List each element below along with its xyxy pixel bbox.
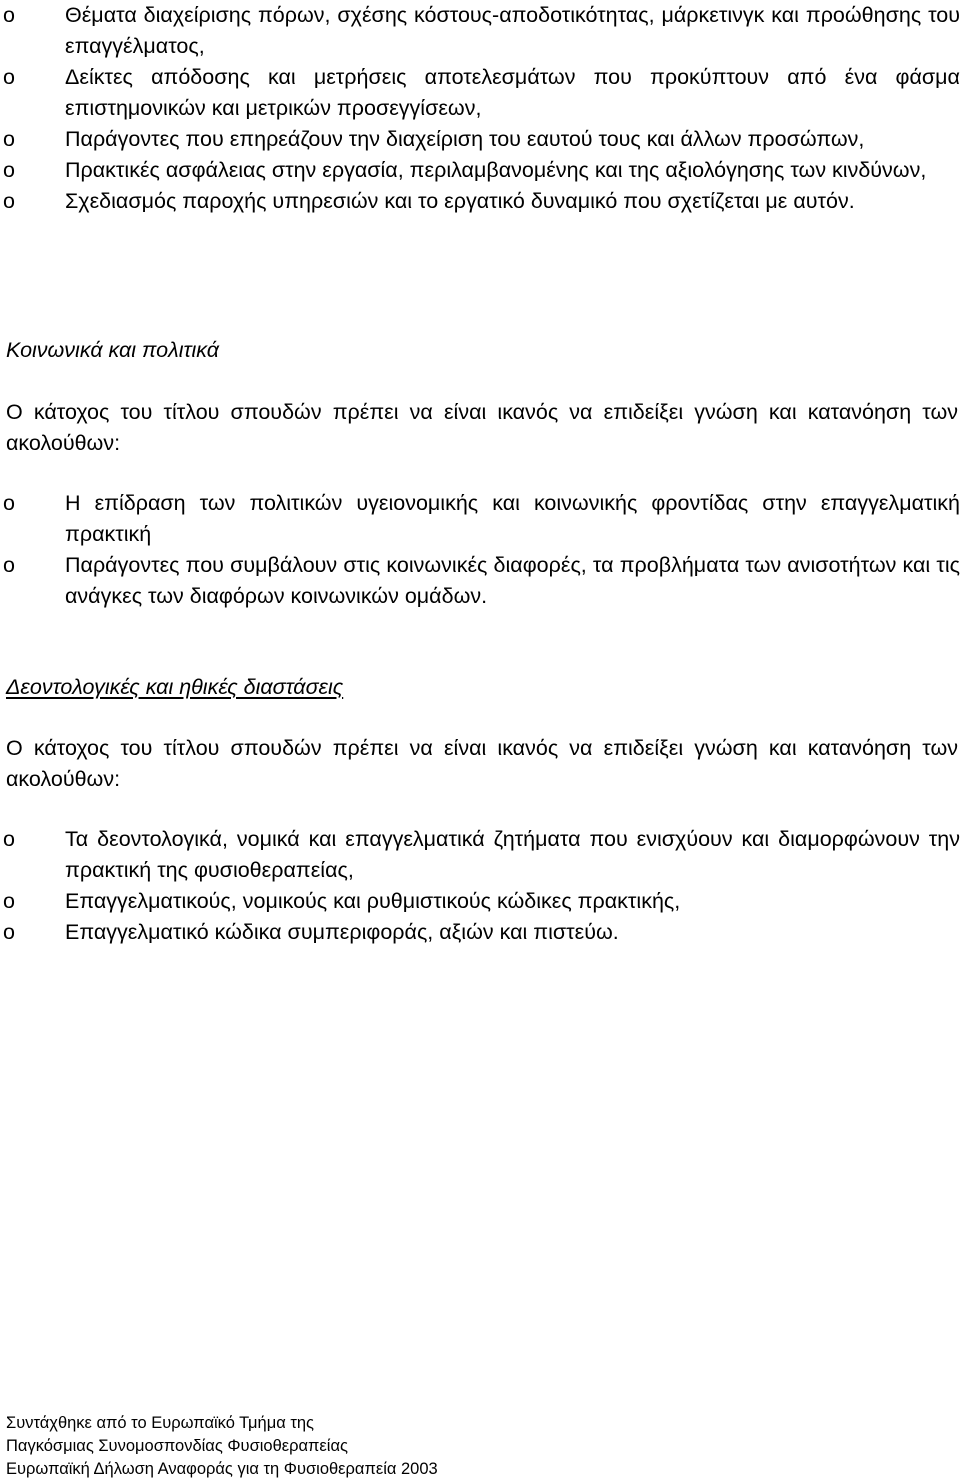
bullet-marker: o: [3, 127, 15, 151]
list-item-text: Δείκτες απόδοσης και μετρήσεις αποτελεσμάτων που προκύπτουν από ένα φάσμα επιστημονικών και μετρικών προσεγγίσεων,: [65, 65, 960, 120]
footer-line: Συντάχθηκε από το Ευρωπαϊκό Τμήμα της: [6, 1414, 314, 1432]
bullet-marker: o: [3, 920, 15, 944]
section-heading-social: Κοινωνικά και πολιτικά: [6, 338, 220, 362]
social-topics-list: [0, 488, 960, 612]
list-item: [0, 824, 960, 886]
list-item: [0, 917, 960, 948]
list-item: [0, 488, 960, 550]
footer-line: Παγκόσμιας Συνομοσπονδίας Φυσιοθεραπείας: [6, 1437, 348, 1455]
bullet-marker: o: [3, 889, 15, 913]
list-item: [0, 62, 960, 124]
list-item: [0, 0, 960, 62]
list-item-text: Σχεδιασμός παροχής υπηρεσιών και το εργατικό δυναμικό που σχετίζεται με αυτόν.: [65, 189, 855, 213]
list-item: [0, 124, 960, 155]
list-item-text: Τα δεοντολογικά, νομικά και επαγγελματικά ζητήματα που ενισχύουν και διαμορφώνουν την πρακτική της φυσιοθεραπείας,: [65, 827, 960, 882]
bullet-marker: o: [3, 65, 15, 89]
management-topics-list: [0, 0, 960, 217]
list-item-text: Επαγγελματικό κώδικα συμπεριφοράς, αξιών και πιστεύω.: [65, 920, 619, 944]
bullet-marker: o: [3, 827, 15, 851]
list-item-text: Η επίδραση των πολιτικών υγειονομικής και κοινωνικής φροντίδας στην επαγγελματική πρακτική: [65, 491, 960, 546]
section-intro-social: Ο κάτοχος του τίτλου σπουδών πρέπει να είναι ικανός να επιδείξει γνώση και κατανόηση των ακολούθων:: [6, 400, 958, 455]
list-item: [0, 155, 960, 186]
list-item-text: Θέματα διαχείρισης πόρων, σχέσης κόστους-αποδοτικότητας, μάρκετινγκ και προώθησης του επαγγέλματος,: [65, 3, 960, 58]
list-item-text: Επαγγελματικούς, νομικούς και ρυθμιστικούς κώδικες πρακτικής,: [65, 889, 681, 913]
bullet-marker: o: [3, 3, 15, 27]
bullet-marker: o: [3, 158, 15, 182]
section-heading-ethics: Δεοντολογικές και ηθικές διαστάσεις: [6, 675, 344, 699]
list-item-text: Παράγοντες που επηρεάζουν την διαχείριση του εαυτού τους και άλλων προσώπων,: [65, 127, 865, 151]
page-footer: [6, 1412, 438, 1481]
bullet-marker: o: [3, 491, 15, 515]
list-item: [0, 886, 960, 917]
ethics-topics-list: [0, 824, 960, 948]
footer-line: Ευρωπαϊκή Δήλωση Αναφοράς για τη Φυσιοθεραπεία 2003: [6, 1460, 438, 1478]
list-item-text: Παράγοντες που συμβάλουν στις κοινωνικές διαφορές, τα προβλήματα των ανισοτήτων και τις ανάγκες των διαφόρων κοινωνικών ομάδων.: [65, 553, 960, 608]
list-item: [0, 186, 960, 217]
list-item: [0, 550, 960, 612]
bullet-marker: o: [3, 553, 15, 577]
list-item-text: Πρακτικές ασφάλειας στην εργασία, περιλαμβανομένης και της αξιολόγησης των κινδύνων,: [65, 158, 927, 182]
section-intro-ethics: Ο κάτοχος του τίτλου σπουδών πρέπει να είναι ικανός να επιδείξει γνώση και κατανόηση των ακολούθων:: [6, 736, 958, 791]
bullet-marker: o: [3, 189, 15, 213]
